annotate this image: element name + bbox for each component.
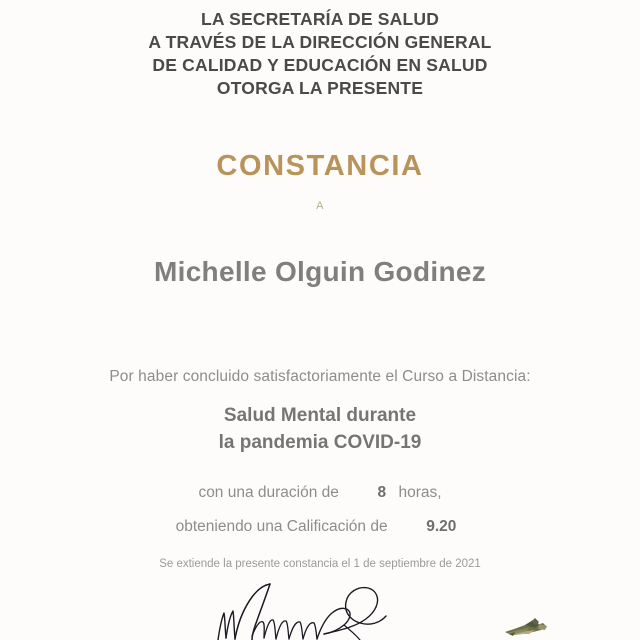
course-title-line-1: Salud Mental durante [223, 405, 417, 426]
header-line-4: OTORGA LA PRESENTE [216, 78, 424, 98]
preposition-a: A [316, 200, 324, 212]
handwritten-signature-icon [200, 582, 430, 640]
issue-date-text: Se extiende la presente constancia el 1 de septiembre de 2021 [159, 558, 481, 570]
grade-value: 9.20 [426, 518, 457, 535]
header-line-2: A TRAVÉS DE LA DIRECCIÓN GENERAL [148, 32, 492, 52]
duration-line [0, 484, 640, 502]
duration-suffix-label: horas, [398, 484, 442, 501]
duration-prefix-label: con una duración de [198, 484, 339, 501]
certificate-title: CONSTANCIA [216, 150, 424, 182]
issuing-authority-header [0, 8, 640, 100]
course-title [0, 402, 640, 456]
recipient-name: Michelle Olguin Godinez [153, 256, 487, 287]
grade-line [0, 518, 640, 536]
course-title-line-2: la pandemia COVID-19 [218, 432, 422, 453]
header-line-1: LA SECRETARÍA DE SALUD [200, 9, 440, 29]
header-line-3: DE CALIDAD Y EDUCACIÓN EN SALUD [152, 55, 488, 75]
official-seal-emblem-icon [495, 616, 575, 640]
grade-prefix-label: obteniendo una Calificación de [175, 518, 388, 535]
duration-value: 8 [377, 484, 387, 501]
course-intro-text: Por haber concluido satisfactoriamente el Curso a Distancia: [109, 368, 531, 385]
